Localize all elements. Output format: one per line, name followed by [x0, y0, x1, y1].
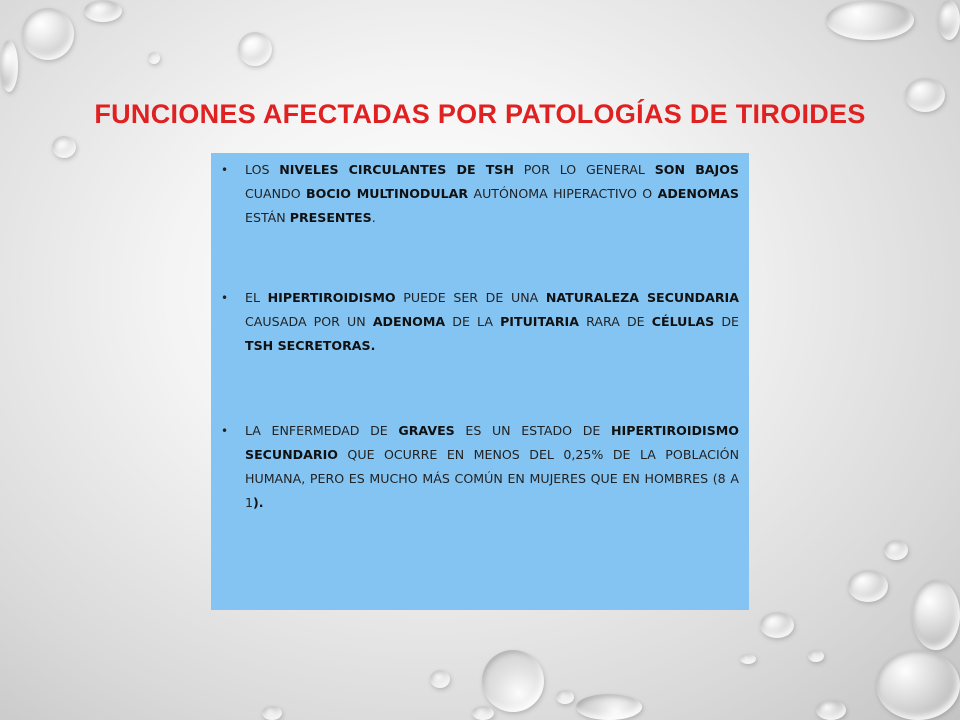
- bullet-bold-run: HIPERTIROIDISMO: [267, 290, 396, 305]
- bullet-bold-run: TSH SECRETORAS.: [245, 338, 376, 353]
- bullet-run: EL: [245, 290, 268, 305]
- water-droplet: [576, 694, 642, 720]
- bullet-dot: •: [221, 291, 229, 305]
- bullet-run: RARA DE: [579, 314, 652, 329]
- water-droplet: [84, 0, 122, 22]
- water-droplet: [938, 0, 960, 40]
- bullet-run: AUTÓNOMA HIPERACTIVO O: [468, 186, 658, 201]
- water-droplet: [238, 32, 272, 66]
- water-droplet: [816, 700, 846, 720]
- water-droplet: [472, 706, 494, 720]
- water-droplet: [740, 654, 756, 664]
- bullet-run: CUANDO: [245, 186, 307, 201]
- bullet-run: ESTÁN: [245, 210, 290, 225]
- water-droplet: [808, 650, 824, 662]
- water-droplet: [556, 690, 574, 704]
- bullet-item: [221, 286, 739, 358]
- water-droplet: [0, 40, 18, 92]
- bullet-dot: •: [221, 424, 229, 438]
- water-droplet: [52, 136, 76, 158]
- bullet-bold-run: ADENOMAS: [657, 186, 739, 201]
- bullet-bold-run: ADENOMA: [372, 314, 446, 329]
- water-droplet: [148, 52, 160, 64]
- water-droplet: [482, 650, 544, 712]
- water-droplet: [884, 540, 908, 560]
- bullet-bold-run: PITUITARIA: [500, 314, 579, 329]
- water-droplet: [826, 0, 914, 40]
- bullet-run: QUE OCURRE EN MENOS DEL 0,25% DE LA POBLACIÓN HUMANA, PERO ES MUCHO MÁS COMÚN EN MUJERES QUE EN HOMBRES (8 A 1: [245, 447, 739, 510]
- bullet-run: DE LA: [445, 314, 501, 329]
- bullet-item: [221, 419, 739, 515]
- bullet-bold-run: ).: [253, 495, 264, 510]
- bullet-bold-run: NATURALEZA SECUNDARIA: [545, 290, 739, 305]
- water-droplet: [905, 78, 945, 112]
- bullet-bold-run: HIPERTIROIDISMO SECUNDARIO: [245, 423, 740, 462]
- bullet-text: [245, 419, 739, 515]
- bullet-run: ES UN ESTADO DE: [454, 423, 611, 438]
- bullet-text: [245, 286, 739, 358]
- bullet-run: CAUSADA POR UN: [245, 314, 373, 329]
- bullet-bold-run: NIVELES CIRCULANTES DE TSH: [279, 162, 514, 177]
- bullet-text: [245, 158, 739, 230]
- bullet-dot: •: [221, 163, 229, 177]
- bullet-run: LA ENFERMEDAD DE: [245, 423, 399, 438]
- slide-title: FUNCIONES AFECTADAS POR PATOLOGÍAS DE TIROIDES: [94, 99, 866, 129]
- bullet-run: PUEDE SER DE UNA: [395, 290, 546, 305]
- bullet-item: [221, 158, 739, 230]
- bullet-run: .: [371, 210, 376, 225]
- water-droplet: [876, 650, 960, 720]
- bullet-bold-run: BOCIO MULTINODULAR: [306, 186, 469, 201]
- water-droplet: [262, 706, 282, 720]
- content-box: [211, 153, 749, 610]
- water-droplet: [912, 580, 960, 650]
- water-droplet: [22, 8, 74, 60]
- water-droplet: [430, 670, 450, 688]
- water-droplet: [760, 612, 794, 638]
- bullet-bold-run: GRAVES: [398, 423, 455, 438]
- bullet-run: DE: [714, 314, 739, 329]
- water-droplet: [848, 570, 888, 602]
- bullet-bold-run: PRESENTES: [289, 210, 372, 225]
- bullet-bold-run: SON BAJOS: [654, 162, 739, 177]
- bullet-bold-run: CÉLULAS: [651, 314, 715, 329]
- bullet-run: POR LO GENERAL: [513, 162, 655, 177]
- bullet-run: LOS: [245, 162, 280, 177]
